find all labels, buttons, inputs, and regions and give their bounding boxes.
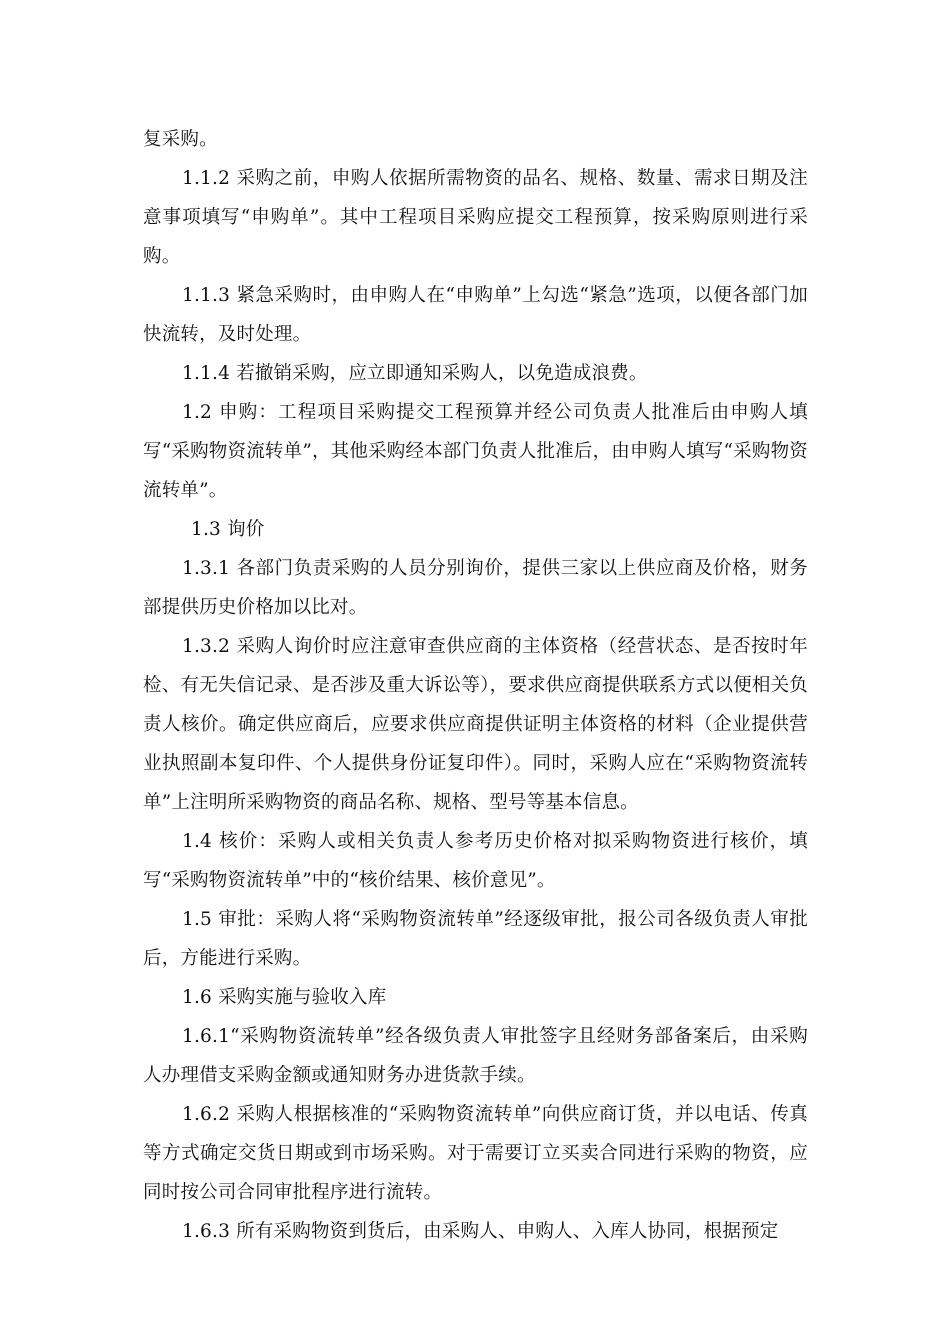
document-body: [143, 120, 808, 1251]
paragraph-1-2: 1.2 申购：工程项目采购提交工程预算并经公司负责人批准后由申购人填写“采购物资流转单”，其他采购经本部门负责人批准后，由申购人填写“采购物资流转单”。: [143, 402, 808, 501]
paragraph-1-1-3: 1.1.3 紧急采购时，由申购人在“申购单”上勾选“紧急”选项，以便各部门加快流转，及时处理。: [143, 285, 808, 345]
paragraph-1-1-2: 1.1.2 采购之前，申购人依据所需物资的品名、规格、数量、需求日期及注意事项填写“申购单”。其中工程项目采购应提交工程预算，按采购原则进行采购。: [143, 168, 808, 267]
paragraph-continuation: 复采购。: [143, 129, 218, 150]
heading-1-3: 1.3 询价: [191, 519, 265, 540]
paragraph-1-6-1: 1.6.1“采购物资流转单”经各级负责人审批签字且经财务部备案后，由采购人办理借支采购金额或通知财务办进货款手续。: [143, 1026, 808, 1086]
paragraph-1-1-4: 1.1.4 若撤销采购，应立即通知采购人，以免造成浪费。: [182, 363, 648, 384]
paragraph-1-3-2: 1.3.2 采购人询价时应注意审查供应商的主体资格（经营状态、是否按时年检、有无失信记录、是否涉及重大诉讼等），要求供应商提供联系方式以便相关负责人核价。确定供应商后，应要求供应商提供证明主体资格的材料（企业提供营业执照副本复印件、个人提供身份证复印件）。同时，采购人应在“采购物资流转单”上注明所采购物资的商品名称、规格、型号等基本信息。: [143, 636, 808, 813]
paragraph-1-4: 1.4 核价：采购人或相关负责人参考历史价格对拟采购物资进行核价，填写“采购物资流转单”中的“核价结果、核价意见”。: [143, 831, 808, 891]
heading-1-6: 1.6 采购实施与验收入库: [182, 987, 387, 1008]
paragraph-1-6-3: 1.6.3 所有采购物资到货后，由采购人、申购人、入库人协同，根据预定: [182, 1221, 779, 1242]
paragraph-1-6-2: 1.6.2 采购人根据核准的“采购物资流转单”向供应商订货，并以电话、传真等方式确定交货日期或到市场采购。对于需要订立买卖合同进行采购的物资，应同时按公司合同审批程序进行流转。: [143, 1104, 808, 1203]
paragraph-1-3-1: 1.3.1 各部门负责采购的人员分别询价，提供三家以上供应商及价格，财务部提供历史价格加以比对。: [143, 558, 808, 618]
paragraph-1-5: 1.5 审批：采购人将“采购物资流转单”经逐级审批，报公司各级负责人审批后，方能进行采购。: [143, 909, 808, 969]
